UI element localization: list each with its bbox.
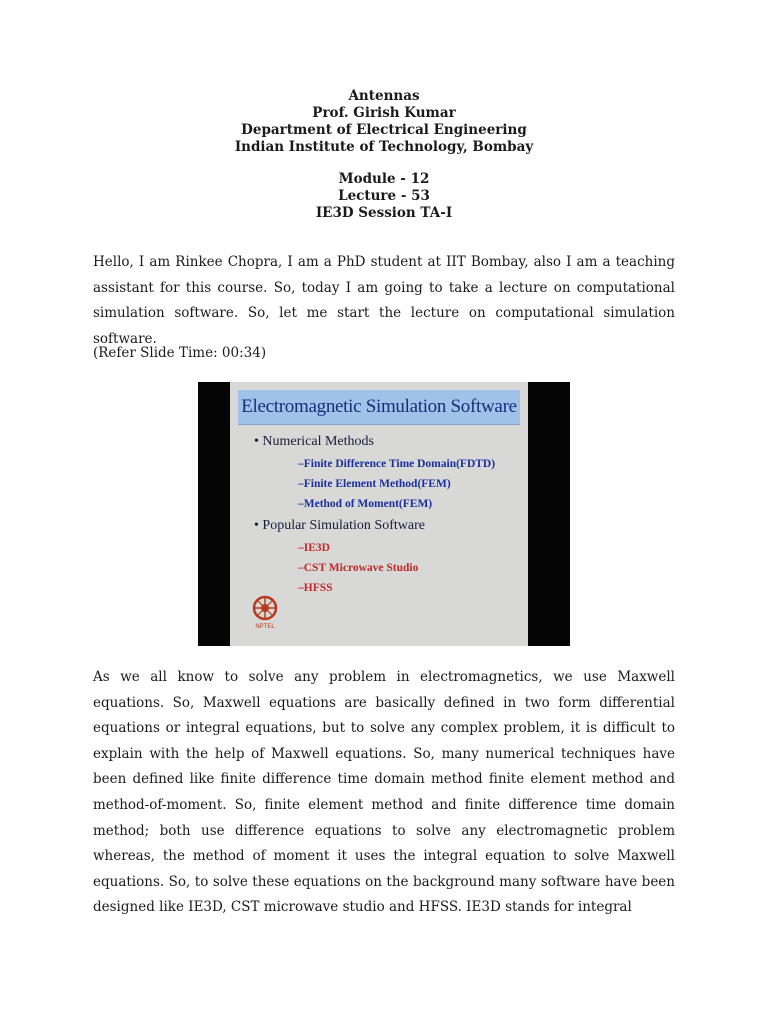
institute-name: Indian Institute of Technology, Bombay [234,139,534,155]
slide-bullet-popular-software: • Popular Simulation Software [254,518,425,533]
slide-time-reference: (Refer Slide Time: 00:34) [93,345,267,361]
slide-method-fem: –Finite Element Method(FEM) [298,478,451,490]
department-name: Department of Electrical Engineering [241,122,527,138]
course-title: Antennas [348,88,420,104]
slide-method-fdtd: –Finite Difference Time Domain(FDTD) [298,458,496,470]
slide-title: Electromagnetic Simulation Software [238,390,520,425]
slide-software-cst: –CST Microwave Studio [298,562,419,574]
slide-method-mom: –Method of Moment(FEM) [298,498,433,510]
slide-software-ie3d: –IE3D [298,542,330,554]
lecture-number: Lecture - 53 [338,188,430,204]
nptel-logo-icon [250,594,280,630]
svg-text:NPTEL: NPTEL [255,624,275,630]
session-title: IE3D Session TA-I [315,205,453,221]
professor-name: Prof. Girish Kumar [312,105,456,121]
slide-software-hfss: –HFSS [298,582,333,594]
module-number: Module - 12 [338,171,430,187]
slide-content [230,382,528,646]
body-paragraph: As we all know to solve any problem in electromagnetics, we use Maxwell equations. So, Maxwell equations are basically defined in two form differential equations or integral equations, but to solve any complex problem, it is difficult to explain with the help of Maxwell equations. So, many numerical techniques have been defined like finite difference time domain method finite element method and method-of-moment. So, finite element method and finite difference time domain method; both use difference equations to solve any electromagnetic problem whereas, the method of moment it uses the integral equation to solve Maxwell equations. So, to solve these equations on the background many software have been designed like IE3D, CST microwave studio and HFSS. IE3D stands for integral [93,669,675,916]
lecture-slide-image [198,382,570,646]
intro-paragraph: Hello, I am Rinkee Chopra, I am a PhD student at IIT Bombay, also I am a teaching assistant for this course. So, today I am going to take a lecture on computational simulation software. So, let me start the lecture on computational simulation software. [93,254,675,347]
title-block [0,88,768,156]
module-block [0,171,768,222]
slide-bullet-numerical-methods: • Numerical Methods [254,434,374,449]
